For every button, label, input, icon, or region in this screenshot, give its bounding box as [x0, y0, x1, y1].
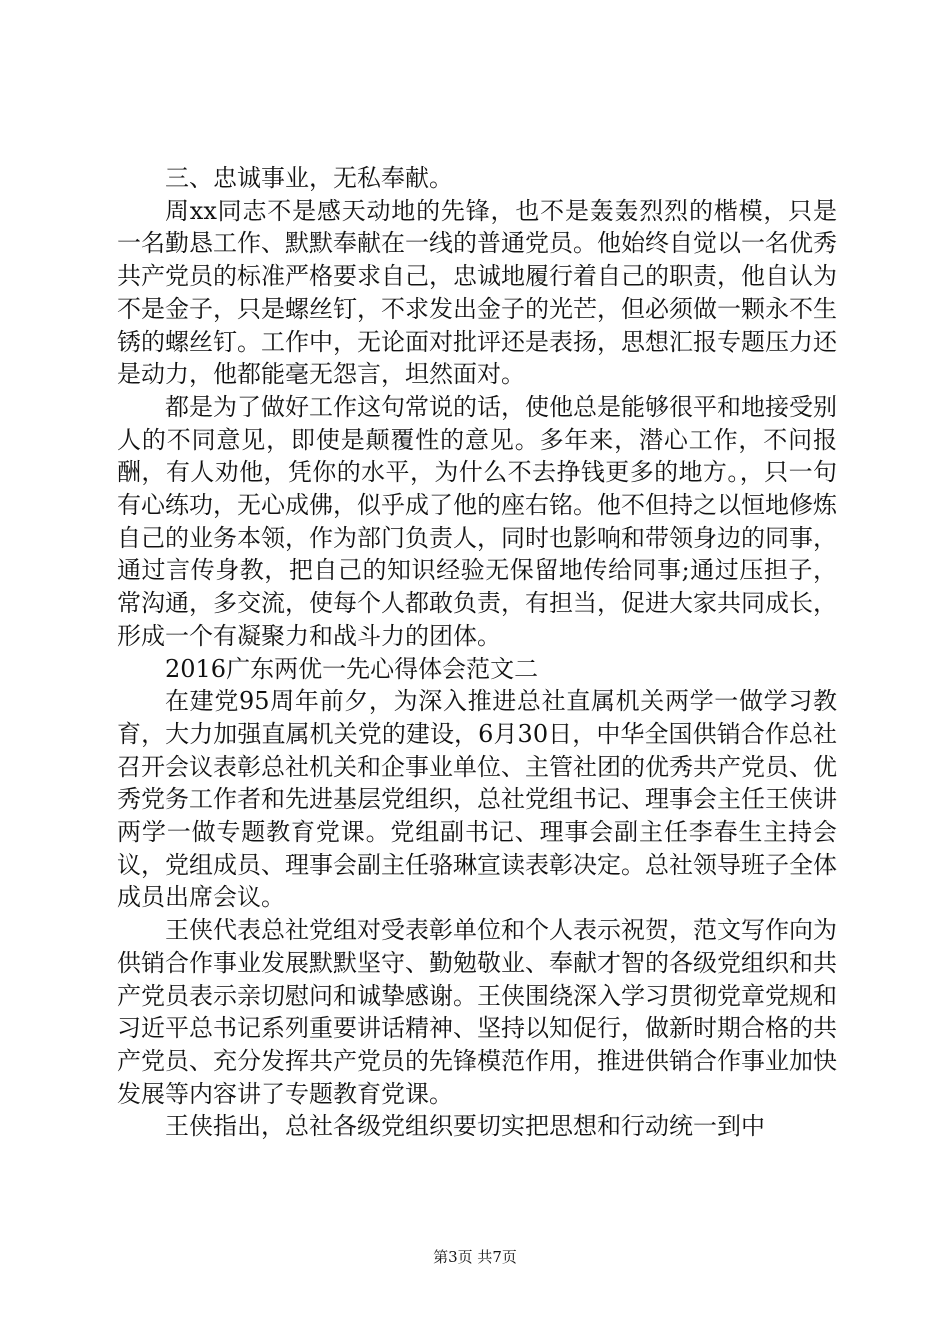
- article-title: 2016广东两优一先心得体会范文二: [165, 654, 539, 683]
- body-paragraph: 周xx同志不是感天动地的先锋，也不是轰轰烈烈的楷模，只是一名勤恳工作、默默奉献在一线的普通党员。他始终自觉以一名优秀共产党员的标准严格要求自己，忠诚地履行着自己的职责，他自认为不是金子，只是螺丝钉，不求发出金子的光芒，但必须做一颗永不生锈的螺丝钉。工作中，无论面对批评还是表扬，思想汇报专题压力还是动力，他都能毫无怨言，坦然面对。: [117, 196, 837, 389]
- body-paragraph: 在建党95周年前夕，为深入推进总社直属机关两学一做学习教育，大力加强直属机关党的建设，6月30日，中华全国供销合作总社召开会议表彰总社机关和企事业单位、主管社团的优秀共产党员、优秀党务工作者和先进基层党组织，总社党组书记、理事会主任王侠讲两学一做专题教育党课。党组副书记、理事会副主任李春生主持会议，党组成员、理事会副主任骆琳宣读表彰决定。总社领导班子全体成员出席会议。: [117, 687, 837, 912]
- body-paragraph: 都是为了做好工作这句常说的话，使他总是能够很平和地接受别人的不同意见，即使是颠覆性的意见。多年来，潜心工作，不问报酬，有人劝他，凭你的水平，为什么不去挣钱更多的地方。，只一句有心练功，无心成佛，似乎成了他的座右铭。他不但持之以恒地修炼自己的业务本领，作为部门负责人，同时也影响和带领身边的同事，通过言传身教，把自己的知识经验无保留地传给同事;通过压担子，常沟通，多交流，使每个人都敢负责，有担当，促进大家共同成长，形成一个有凝聚力和战斗力的团体。: [117, 392, 837, 650]
- page-number-footer: 第3页 共7页: [433, 1248, 517, 1266]
- document-body: [117, 162, 837, 1143]
- section-heading: 三、忠诚事业，无私奉献。: [165, 164, 453, 192]
- body-paragraph: 王侠代表总社党组对受表彰单位和个人表示祝贺，范文写作向为供销合作事业发展默默坚守、勤勉敬业、奉献才智的各级党组织和共产党员表示亲切慰问和诚挚感谢。王侠围绕深入学习贯彻党章党规和习近平总书记系列重要讲话精神、坚持以知促行，做新时期合格的共产党员、充分发挥共产党员的先锋模范作用，推进供销合作事业加快发展等内容讲了专题教育党课。: [117, 916, 837, 1108]
- body-paragraph: 王侠指出，总社各级党组织要切实把思想和行动统一到中: [165, 1112, 765, 1141]
